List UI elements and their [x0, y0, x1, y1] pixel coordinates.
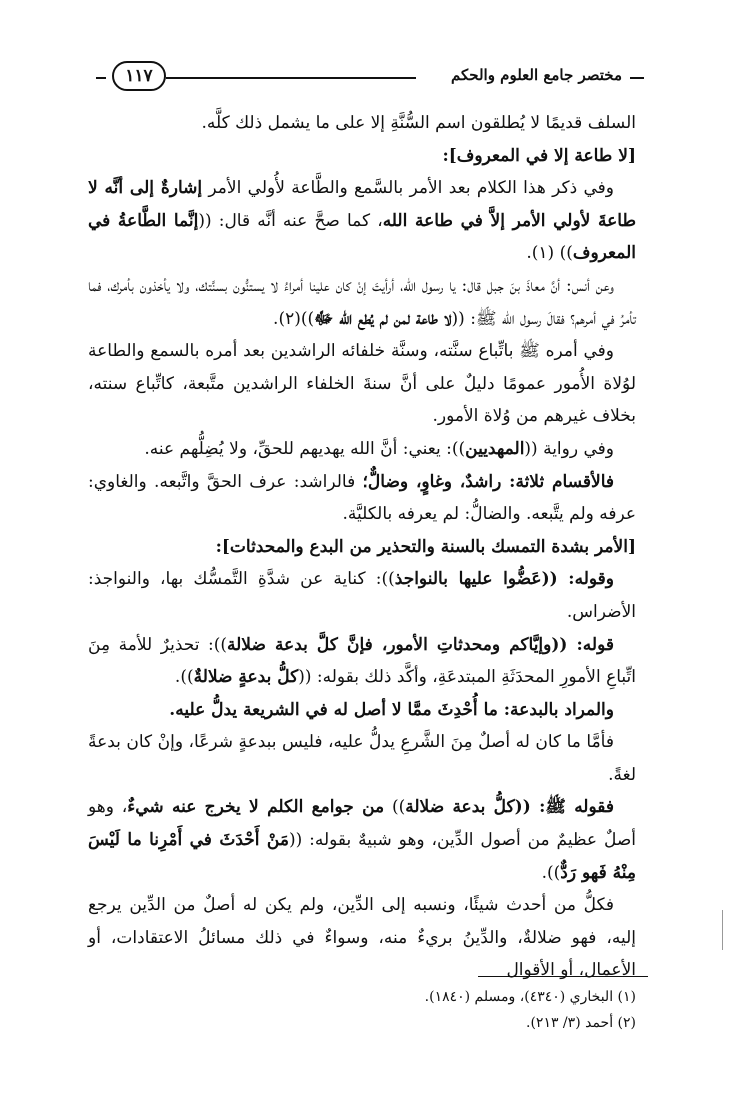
hadith-quote: إنَّما الطَّاعةُ في المعروف: [88, 210, 636, 264]
hadith-quote: عَضُّوا عليها بالنواجذ: [394, 569, 542, 590]
paragraph: [88, 629, 636, 694]
text-run: وعن أنس: أنَّ معاذَ بنَ جبل قال: يا رسول الله، أرأيتَ إنْ كان علينا أمراءُ لا يستنُّون بسنَّتك، ولا يأخذون بأمرك، فما تأمرُ في أمرهم؟ فقالَ رسول الله ﷺ: ((: [88, 275, 636, 329]
footnotes: [88, 984, 636, 1036]
hadith-quote: كلُّ بدعةٍ ضلالةٌ: [193, 667, 299, 688]
text-run: وفي رواية ((: [524, 438, 614, 459]
bold-run: قوله: ((: [551, 634, 614, 655]
footnote-separator: [478, 976, 648, 977]
text-run: ، وهو أصلٌ عظيمٌ من أصول الدِّين، وهو شبيهٌ بقوله: ((: [88, 797, 636, 851]
text-run: فكلُّ من أحدث شيئًا، ونسبه إلى الدِّين، ولم يكن له أصلٌ من الدِّين يرجع إليه، فهو ضلالةٌ، والدِّينُ بريءٌ منه، وسواءٌ في ذلك مسائلُ الاعتقادات، أو الأعمال، أو الأقوال: [88, 895, 636, 981]
bold-run: من جوامع الكلم لا يخرج عنه شيءٌ: [127, 797, 385, 818]
text-run: وفي ذكر هذا الكلام بعد الأمر بالسَّمع والطَّاعة لأُولي الأمر: [202, 178, 614, 199]
footnote: (١) البخاري (٤٣٤٠)، ومسلم (١٨٤٠).: [424, 989, 636, 1005]
bold-run: فقوله ﷺ: ((: [514, 797, 614, 818]
text-run: وفي أمره ﷺ باتِّباع سنَّته، وسنَّة خلفائه الراشدين بعد أمره بالسمع والطاعة لوُلاة الأُمور عمومًا دليلٌ على أنَّ سنةَ الخلفاء الراشدين متَّبعة، كاتِّباع سنته، بخلاف غيرهم من وُلاة الأمور.: [88, 341, 636, 427]
book-title: مختصر جامع العلوم والحكم: [451, 66, 622, 84]
text-run: )).: [174, 667, 194, 688]
paragraph: [88, 694, 636, 727]
text-run: )): تحذيرٌ للأمة مِنَ اتِّباعِ الأمورِ المحدَثَةِ المبتدعَةِ، وأكَّد ذلك بقوله: ((: [88, 634, 636, 688]
bold-run: والمراد بالبدعة:: [503, 699, 614, 720]
paragraph: [88, 433, 636, 466]
bold-run: وقوله: ((: [541, 569, 614, 590]
hadith-quote: مَنْ أَحْدَثَ في أَمْرِنا ما لَيْسَ مِنْهُ فَهو رَدٌّ: [88, 830, 636, 883]
paragraph: [88, 791, 636, 889]
heading-text: [لا طاعة إلا في المعروف]:: [442, 145, 636, 166]
running-header: [96, 58, 644, 98]
bold-run: ما أُحْدِثَ ممَّا لا أصل له في الشريعة يدلُّ عليه.: [169, 699, 504, 720]
paragraph: [88, 270, 636, 335]
bold-run: المهديين: [465, 438, 525, 459]
header-dash: [630, 77, 644, 79]
body-text: [88, 107, 636, 987]
text-run: )): [384, 797, 406, 818]
hadith-quote: لا طاعة لمن لم يُطع الله ﷻ: [314, 308, 452, 329]
text-run: )): كناية عن شدَّةِ التَّمسُّك بها، والنواجذ: الأضراس.: [88, 569, 636, 622]
page-number: ١١٧: [112, 61, 166, 91]
section-heading: [88, 531, 636, 564]
heading-text: [الأمر بشدة التمسك بالسنة والتحذير من البدع والمحدثات]:: [215, 536, 636, 557]
bold-run: فالأقسام ثلاثة: راشدٌ، وغاوٍ، وضالٌّ؛: [362, 471, 615, 492]
section-heading: [88, 140, 636, 173]
header-dash: [96, 77, 106, 79]
text-line: السلف قديمًا لا يُطلقون اسم السُّنَّةِ إلا على ما يشمل ذلك كلَّه.: [201, 113, 636, 133]
text-run: فأمَّا ما كان له أصلٌ مِنَ الشَّرعِ يدلُّ عليه، فليس ببدعةٍ شرعًا، وإنْ كان بدعةً لغةً.: [88, 732, 636, 785]
paragraph: [88, 563, 636, 628]
paragraph: [88, 335, 636, 433]
hadith-quote: كلُّ بدعة ضلالة: [405, 797, 515, 818]
paragraph: [88, 889, 636, 987]
paragraph: [88, 466, 636, 531]
bold-run: إشارةٌ إلى أنَّه لا طاعةَ لأولي الأمر إلاَّ في طاعة الله: [88, 178, 636, 231]
hadith-quote: وإيَّاكم ومحدثاتِ الأمور، فإنَّ كلَّ بدعة ضلالة: [227, 634, 552, 655]
paragraph: [88, 107, 636, 140]
text-run: ))(٢).: [273, 308, 315, 329]
text-run: فالراشد: عرف الحقَّ واتَّبعه. والغاوي: عرفه ولم يتَّبعه. والضالُّ: لم يعرفه بالكليَّة.: [88, 471, 636, 525]
paragraph: [88, 172, 636, 270]
paragraph: [88, 726, 636, 791]
text-run: )).: [541, 862, 561, 883]
margin-mark: [722, 910, 723, 950]
header-rule: [166, 77, 416, 79]
text-run: ، كما صحَّ عنه أنَّه قال: ((: [198, 210, 383, 231]
text-run: )) (١).: [526, 243, 573, 264]
text-run: )): يعني: أنَّ الله يهديهم للحقِّ، ولا يُضِلُّهم عنه.: [144, 438, 466, 459]
footnote: (٢) أحمد (٣/ ٢١٣).: [526, 1015, 636, 1031]
